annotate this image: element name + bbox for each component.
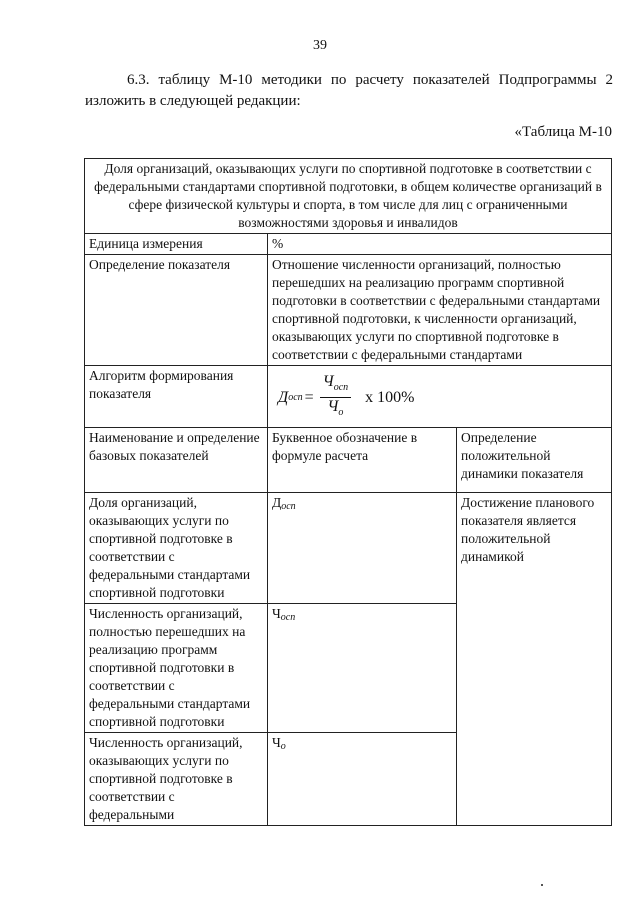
col-header-dynamics: Определение положительной динамики показателя [457,428,612,493]
formula-lhs: Д [278,388,289,406]
numerator-sub: осп [333,382,349,394]
denominator-symbol: Ч [327,398,339,416]
table-caption: «Таблица М-10 [514,124,612,140]
formula-cell [268,366,612,428]
symbol-sub: о [280,741,286,753]
row-symbol [268,604,457,733]
definition-value: Отношение численности организаций, полностью перешедших на реализацию программ спортивной подготовки в соответствии с федеральными стандартами спортивной подготовки, к численности организаций, оказывающих услуги по спортивной подготовке в соответствии с федеральными стандартами [268,255,612,366]
numerator-symbol: Ч [322,373,334,390]
denominator-sub: о [338,407,344,419]
scan-artifact-dot [541,884,543,886]
algorithm-label: Алгоритм формирования показателя [85,366,268,428]
row-symbol [268,733,457,826]
intro-paragraph: 6.3. таблицу М-10 методики по расчету показателей Подпрограммы 2 изложить в следующей редакции: [85,72,613,109]
page-number: 39 [313,38,327,53]
formula-lhs-sub: осп [288,391,303,403]
row-name: Доля организаций, оказывающих услуги по спортивной подготовке в соответствии с федеральными стандартами спортивной подготовки [85,493,268,604]
symbol-letter: Ч [272,735,281,751]
formula-fraction [320,373,351,422]
symbol-letter: Д [272,495,282,511]
row-name: Численность организаций, оказывающих услуги по спортивной подготовке в соответствии с федеральными [85,733,268,826]
formula [272,367,414,426]
table-title: Доля организаций, оказывающих услуги по спортивной подготовке в соответствии с федеральными стандартами спортивной подготовки, в общем количестве организаций в сфере физической культуры и спорта, в том числе для лиц с ограниченными возможностями здоровья и инвалидов [85,159,612,234]
algorithm-row [85,366,612,428]
formula-equals: = [304,388,314,406]
col-header-name: Наименование и определение базовых показателей [85,428,268,493]
row-name: Численность организаций, полностью перешедших на реализацию программ спортивной подготовки в соответствии с федеральными стандартами спортивной подготовки [85,604,268,733]
symbol-letter: Ч [272,606,281,622]
formula-numerator [320,373,351,398]
col-header-symbol: Буквенное обозначение в формуле расчета [268,428,457,493]
symbol-sub: осп [280,612,296,624]
definition-label: Определение показателя [85,255,268,366]
definition-row [85,255,612,366]
table-row [85,493,612,604]
indicator-table [84,158,612,826]
unit-row [85,234,612,255]
table-title-row [85,159,612,234]
dynamics-text: Достижение планового показателя является положительной динамикой [457,493,612,826]
formula-multiplier: x 100% [365,388,415,406]
symbol-sub: осп [281,501,296,513]
column-header-row [85,428,612,493]
row-symbol [268,493,457,604]
formula-denominator [327,398,343,422]
unit-label: Единица измерения [85,234,268,255]
unit-value: % [268,234,612,255]
